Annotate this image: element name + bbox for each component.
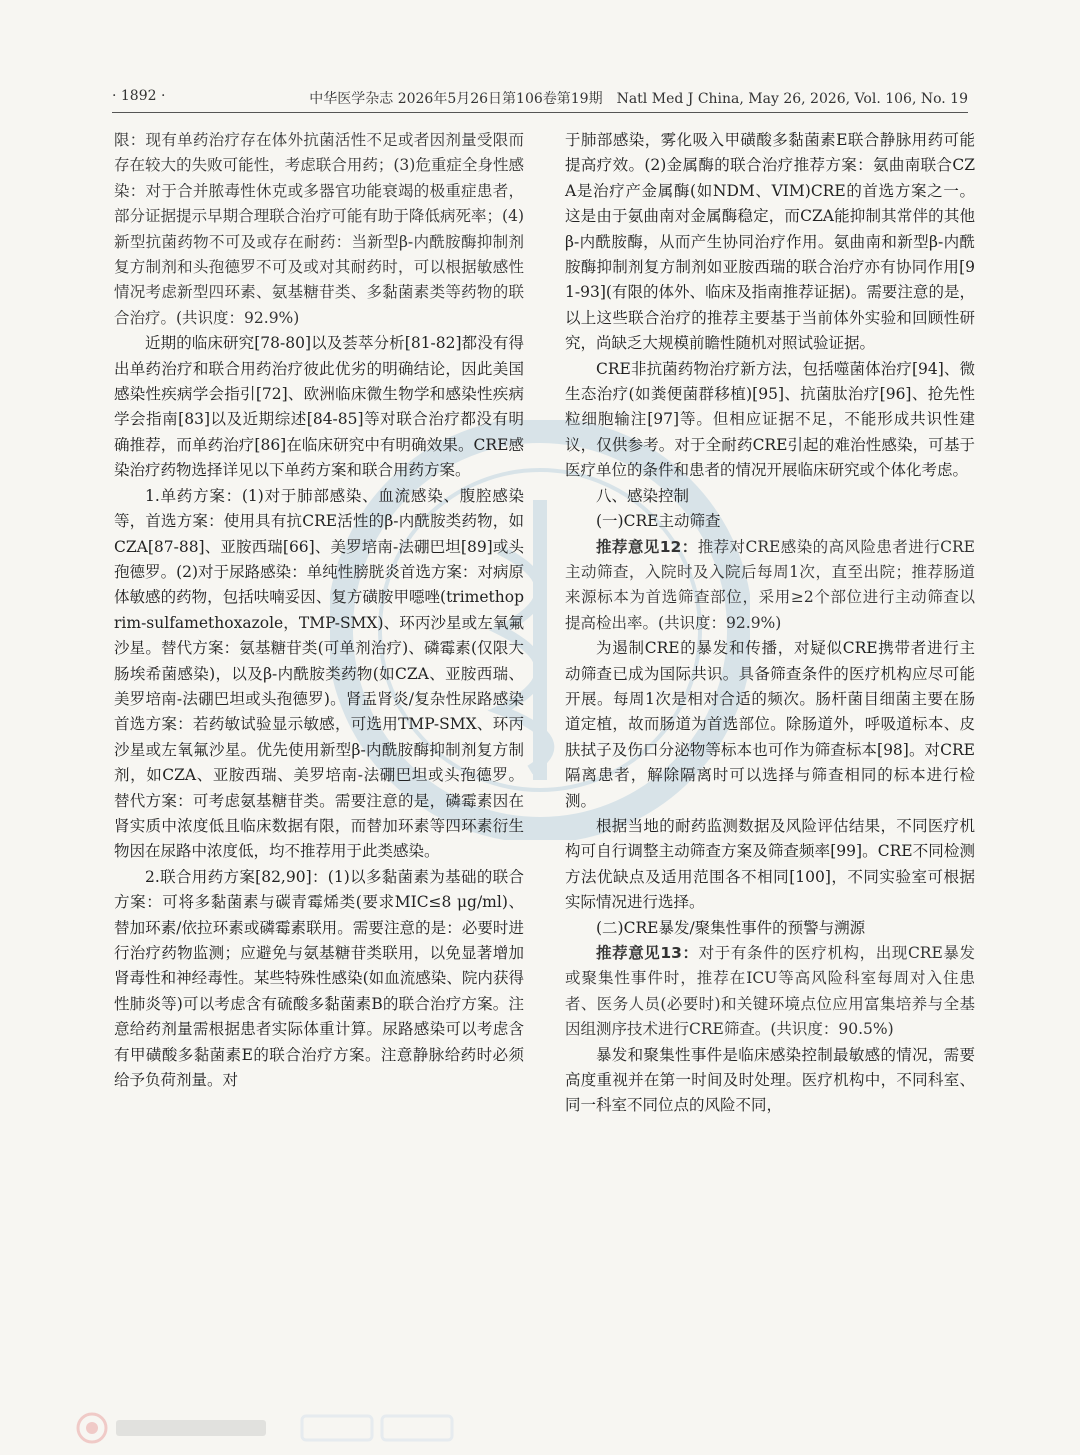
paragraph: 于肺部感染，雾化吸入甲磺酸多黏菌素E联合静脉用药可能提高疗效。(2)金属酶的联合治疗推荐方案：氨曲南联合CZA是治疗产金属酶(如NDM、VIM)CRE的首选方案之一。这是由于氨曲南对金属酶稳定，而CZA能抑制其常伴的其他β-内酰胺酶，从而产生协同治疗作用。氨曲南和新型β-内酰胺酶抑制剂复方制剂如亚胺西瑞的联合治疗亦有协同作用[91-93](有限的体外、临床及指南推荐证据)。需要注意的是，以上这些联合治疗的推荐主要基于当前体外实验和回顾性研究，尚缺乏大规模前瞻性随机对照试验证据。 bbox=[565, 131, 975, 353]
paragraph: 暴发和聚集性事件是临床感染控制最敏感的情况，需要高度重视并在第一时间及时处理。医疗机构中，不同科室、同一科室不同位点的风险不同， bbox=[565, 1045, 975, 1115]
left-column bbox=[114, 128, 524, 1093]
subsection-heading: (二)CRE暴发/聚集性事件的预警与溯源 bbox=[596, 918, 866, 937]
right-column bbox=[565, 128, 975, 1119]
page-number: · 1892 · bbox=[112, 88, 166, 104]
recommendation-title: 推荐意见13： bbox=[596, 944, 699, 962]
recommendation-13 bbox=[565, 941, 975, 1043]
recommendation-12 bbox=[565, 535, 975, 637]
recommendation-title: 推荐意见12： bbox=[596, 537, 698, 556]
page-header bbox=[112, 88, 968, 108]
header-divider bbox=[112, 112, 968, 113]
paragraph: 根据当地的耐药监测数据及风险评估结果，不同医疗机构可自行调整主动筛查方案及筛查频率[99]。CRE不同检测方法优缺点及适用范围各不相同[100]，不同实验室可根据实际情况进行选择。 bbox=[565, 816, 975, 912]
journal-citation: 中华医学杂志 2026年5月26日第106卷第19期 Natl Med J China, May 26, 2026, Vol. 106, No. 19 bbox=[309, 91, 968, 107]
paragraph: 2.联合用药方案[82,90]：(1)以多黏菌素为基础的联合方案：可将多黏菌素与碳青霉烯类(要求MIC≤8 μg/ml)、替加环素/依拉环素或磷霉素联用。需要注意的是：必要时进行治疗药物监测；应避免与氨基糖苷类联用，以免显著增加肾毒性和神经毒性。某些特殊性感染(如血流感染、院内获得性肺炎等)可以考虑含有硫酸多黏菌素B的联合治疗方案。注意给药剂量需根据患者实际体重计算。尿路感染可以考虑含有甲磺酸多黏菌素E的联合治疗方案。注意静脉给药时必须给予负荷剂量。对 bbox=[114, 867, 524, 1090]
recommendation-body: 对于有条件的医疗机构，出现CRE暴发或聚集性事件时，推荐在ICU等高风险科室每周对入住患者、医务人员(必要时)和关键环境点位应用富集培养与全基因组测序技术进行CRE筛查。(共识度：90.5%) bbox=[565, 944, 975, 1039]
paragraph: 1.单药方案：(1)对于肺部感染、血流感染、腹腔感染等，首选方案：使用具有抗CRE活性的β-内酰胺类药物，如CZA[87-88]、亚胺西瑞[66]、美罗培南-法硼巴坦[89]或头孢德罗。(2)对于尿路感染：单纯性膀胱炎首选方案：对病原体敏感的药物，包括呋喃妥因、复方磺胺甲噁唑(trimethoprim-sulfamethoxazole，TMP-SMX)、环丙沙星或左氧氟沙星。替代方案：氨基糖苷类(可单剂治疗)、磷霉素(仅限大肠埃希菌感染)，以及β-内酰胺类药物(如CZA、亚胺西瑞、美罗培南-法硼巴坦或头孢德罗)。肾盂肾炎/复杂性尿路感染首选方案：若药敏试验显示敏感，可选用TMP-SMX、环丙沙星或左氧氟沙星。优先使用新型β-内酰胺酶抑制剂复方制剂，如CZA、亚胺西瑞、美罗培南-法硼巴坦或头孢德罗。替代方案：可考虑氨基糖苷类。需要注意的是，磷霉素因在肾实质中浓度低且临床数据有限，而替加环素等四环素衍生物因在尿路中浓度低，均不推荐用于此类感染。 bbox=[114, 486, 524, 861]
paragraph: 限：现有单药治疗存在体外抗菌活性不足或者因剂量受限而存在较大的失败可能性，考虑联合用药；(3)危重症全身性感染：对于合并脓毒性休克或多器官功能衰竭的极重症患者，部分证据提示早期合理联合治疗可能有助于降低病死率；(4)新型抗菌药物不可及或存在耐药：当新型β-内酰胺酶抑制剂复方制剂和头孢德罗不可及或对其耐药时，可以根据敏感性情况考虑新型四环素、氨基糖苷类、多黏菌素类等药物的联合治疗。(共识度：92.9%) bbox=[114, 131, 524, 327]
section-heading: 八、感染控制 bbox=[596, 486, 690, 505]
paragraph: CRE非抗菌药物治疗新方法，包括噬菌体治疗[94]、微生态治疗(如粪便菌群移植)[95]、抗菌肽治疗[96]、抢先性粒细胞输注[97]等。但相应证据不足，不能形成共识性建议，仅供参考。对于全耐药CRE引起的难治性感染，可基于医疗单位的条件和患者的情况开展临床研究或个体化考虑。 bbox=[565, 359, 975, 480]
publisher-logo bbox=[72, 1408, 492, 1448]
paragraph: 近期的临床研究[78-80]以及荟萃分析[81-82]都没有得出单药治疗和联合用药治疗彼此优劣的明确结论，因此美国感染性疾病学会指引[72]、欧洲临床微生物学和感染性疾病学会指南[83]以及近期综述[84-85]等对联合治疗都没有明确推荐，而单药治疗[86]在临床研究中有明确效果。CRE感染治疗药物选择详见以下单药方案和联合用药方案。 bbox=[114, 334, 524, 480]
recommendation-body: 推荐对CRE感染的高风险患者进行CRE主动筛查，入院时及入院后每周1次，直至出院；推荐肠道来源标本为首选筛查部位，采用≥2个部位进行主动筛查以提高检出率。(共识度：92.9%) bbox=[565, 537, 975, 632]
subsection-heading: (一)CRE主动筛查 bbox=[596, 512, 721, 531]
paragraph: 为遏制CRE的暴发和传播，对疑似CRE携带者进行主动筛查已成为国际共识。具备筛查条件的医疗机构应尽可能开展。每周1次是相对合适的频次。肠杆菌目细菌主要在肠道定植，故而肠道为首选部位。除肠道外，呼吸道标本、皮肤拭子及伤口分泌物等标本也可作为筛查标本[98]。对CRE隔离患者，解除隔离时可以选择与筛查相同的标本进行检测。 bbox=[565, 639, 975, 810]
